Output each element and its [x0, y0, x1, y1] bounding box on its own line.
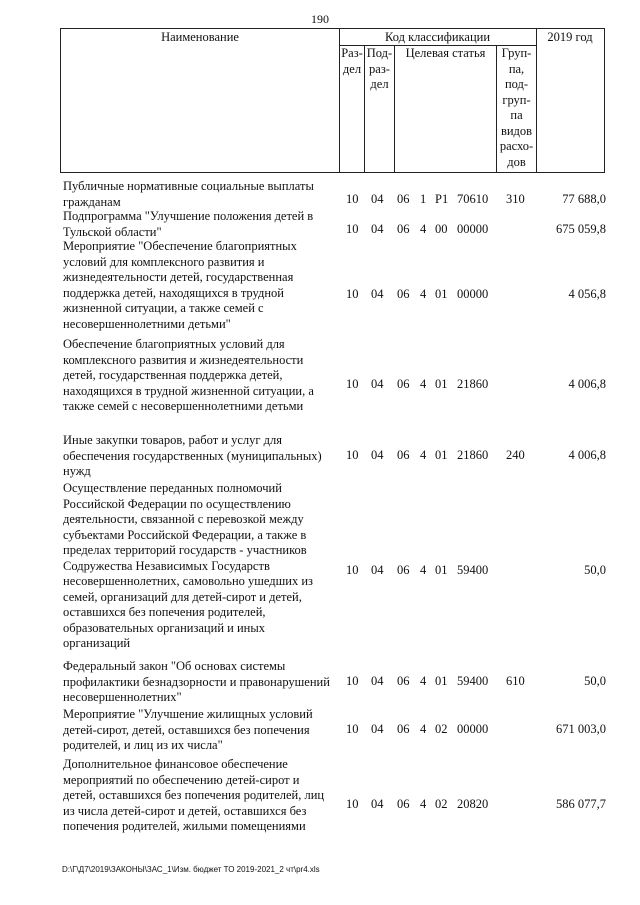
row-ts2: 4: [420, 287, 427, 301]
row-podrazdel: 04: [371, 797, 384, 811]
header-year: 2019 год: [547, 30, 593, 44]
row-podrazdel: 04: [371, 722, 384, 736]
row-amount: 4 006,8: [568, 377, 606, 391]
row-amount: 4 006,8: [568, 448, 606, 462]
file-path: D:\Г\Д7\2019\ЗАКОНЫ\ЗАС_1\Изм. бюджет ТО 2019-2021_2 чт\pr4.xls: [62, 865, 320, 874]
row-razdel: 10: [346, 377, 359, 391]
row-name: Мероприятие "Обеспечение благоприятных условий для комплексного развития и жизнедеятельности детей, государственная поддержка детей, находящихся в трудной жизненной ситуации, а также семей с несовершеннолетними детьми": [63, 239, 297, 331]
row-ts1: 06: [397, 448, 410, 462]
row-ts4: 20820: [457, 797, 489, 811]
row-ts4: 00000: [457, 287, 489, 301]
row-ts2: 4: [420, 797, 427, 811]
row-name: Обеспечение благоприятных условий для комплексного развития и жизнедеятельности детей, государственная поддержка детей, находящихся в трудной жизненной ситуации, а также семей с несовершеннолетними детьми: [63, 337, 314, 413]
row-razdel: 10: [346, 287, 359, 301]
row-razdel: 10: [346, 797, 359, 811]
row-ts2: 4: [420, 722, 427, 736]
row-razdel: 10: [346, 448, 359, 462]
row-ts1: 06: [397, 222, 410, 236]
row-name: Подпрограмма "Улучшение положения детей в Тульской области": [63, 209, 314, 239]
row-ts1: 06: [397, 563, 410, 577]
row-razdel: 10: [346, 563, 359, 577]
row-ts3: P1: [435, 192, 449, 206]
row-razdel: 10: [346, 674, 359, 688]
row-ts1: 06: [397, 192, 410, 206]
row-ts1: 06: [397, 377, 410, 391]
row-amount: 671 003,0: [556, 722, 606, 736]
row-amount: 50,0: [584, 563, 606, 577]
row-amount: 675 059,8: [556, 222, 606, 236]
row-ts1: 06: [397, 797, 410, 811]
row-amount: 77 688,0: [562, 192, 606, 206]
row-name: Федеральный закон "Об основах системы профилактики безнадзорности и правонарушений несовершеннолетних": [63, 659, 330, 704]
row-name: Мероприятие "Улучшение жилищных условий детей-сирот, детей, оставшихся без попечения родителей, и лиц из их числа": [63, 707, 313, 752]
row-ts4: 59400: [457, 674, 489, 688]
row-ts3: 01: [435, 563, 448, 577]
header-name: Наименование: [161, 30, 239, 44]
row-ts2: 4: [420, 222, 427, 236]
row-podrazdel: 04: [371, 674, 384, 688]
row-vr: 240: [506, 448, 525, 462]
row-ts3: 02: [435, 722, 448, 736]
header-group: Груп- па, под- груп- па видов расхо- дов: [499, 46, 534, 169]
row-podrazdel: 04: [371, 192, 384, 206]
row-ts3: 01: [435, 287, 448, 301]
row-name: Иные закупки товаров, работ и услуг для обеспечения государственных (муниципальных) нужд: [63, 433, 322, 478]
header-razdel: Раз- дел: [341, 46, 363, 76]
row-name: Осуществление переданных полномочий Российской Федерации по осуществлению деятельности, связанной с перевозкой между субъектами Российской Федерации, а также в пределах территорий государств - участников Содружества Независимых Государств несовершеннолетних, самовольно ушедших из семей, организаций для детей-сирот и детей, оставшихся без попечения родителей, образовательных организаций и иных организаций: [63, 481, 313, 650]
table-header: [60, 28, 605, 173]
row-ts2: 1: [420, 192, 427, 206]
row-ts2: 4: [420, 448, 427, 462]
row-razdel: 10: [346, 192, 359, 206]
row-ts3: 02: [435, 797, 448, 811]
row-amount: 50,0: [584, 674, 606, 688]
row-ts4: 00000: [457, 222, 489, 236]
row-podrazdel: 04: [371, 448, 384, 462]
row-ts1: 06: [397, 722, 410, 736]
row-ts2: 4: [420, 563, 427, 577]
row-name: Дополнительное финансовое обеспечение мероприятий по обеспечению детей-сирот и детей, оставшихся без попечения родителей, лиц из числа детей-сирот и детей, оставшихся без попечения родителей, жилыми помещениями: [63, 757, 325, 833]
row-ts3: 00: [435, 222, 448, 236]
row-podrazdel: 04: [371, 377, 384, 391]
row-ts3: 01: [435, 448, 448, 462]
row-ts2: 4: [420, 674, 427, 688]
row-podrazdel: 04: [371, 287, 384, 301]
row-ts1: 06: [397, 674, 410, 688]
row-ts3: 01: [435, 377, 448, 391]
row-razdel: 10: [346, 222, 359, 236]
row-amount: 4 056,8: [568, 287, 606, 301]
row-ts4: 21860: [457, 377, 489, 391]
row-podrazdel: 04: [371, 222, 384, 236]
page-number: 190: [311, 12, 329, 26]
row-ts3: 01: [435, 674, 448, 688]
row-name: Публичные нормативные социальные выплаты гражданам: [63, 179, 314, 209]
row-razdel: 10: [346, 722, 359, 736]
header-target: Целевая статья: [405, 46, 486, 60]
row-ts4: 21860: [457, 448, 489, 462]
row-vr: 310: [506, 192, 525, 206]
row-vr: 610: [506, 674, 525, 688]
header-classification: Код классификации: [384, 30, 491, 44]
row-amount: 586 077,7: [556, 797, 606, 811]
row-ts2: 4: [420, 377, 427, 391]
row-podrazdel: 04: [371, 563, 384, 577]
row-ts4: 70610: [457, 192, 489, 206]
header-podrazdel: Под- раз- дел: [366, 46, 393, 91]
row-ts1: 06: [397, 287, 410, 301]
row-ts4: 59400: [457, 563, 489, 577]
row-ts4: 00000: [457, 722, 489, 736]
